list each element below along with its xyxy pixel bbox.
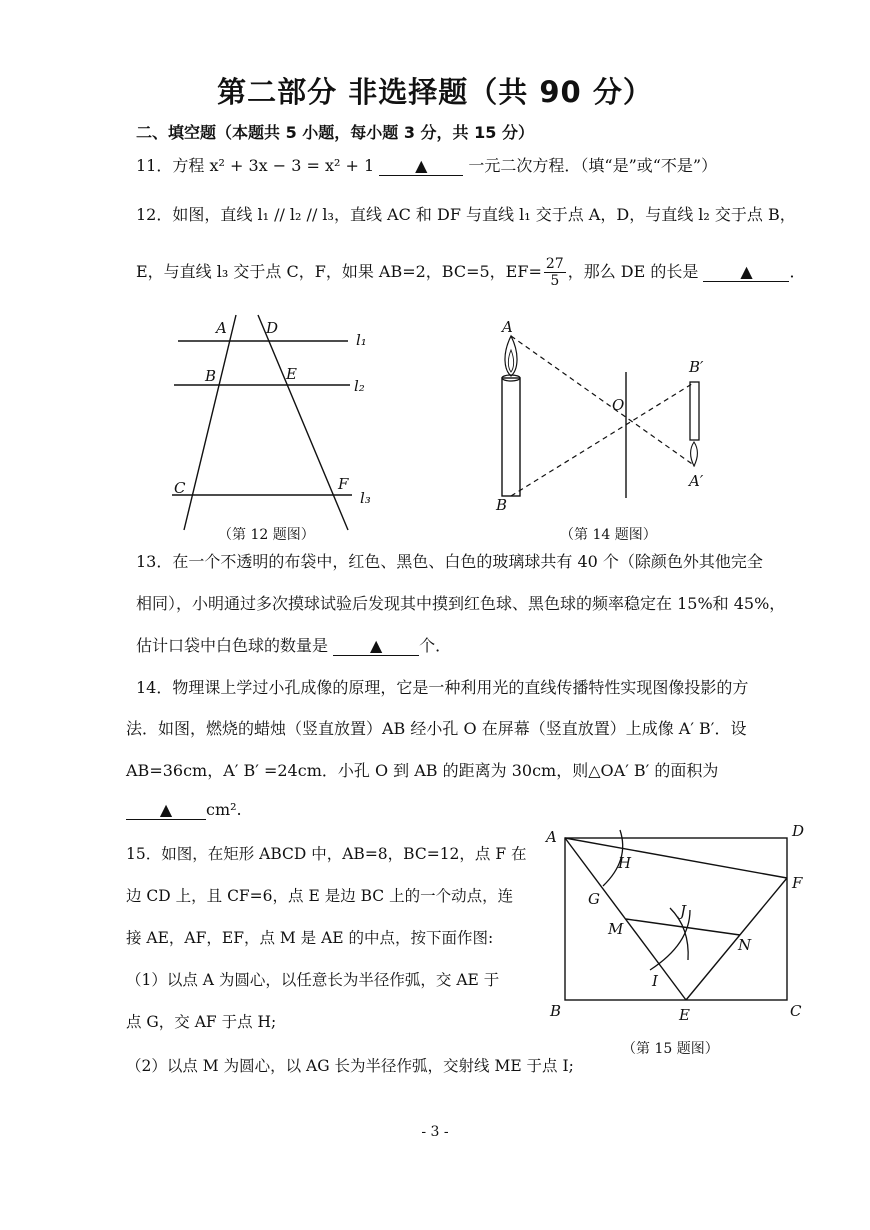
- q14-answer-blank[interactable]: ▲: [126, 801, 206, 820]
- q12-tail: ，那么 DE 的长是: [567, 262, 699, 282]
- q12-line1: 12．如图，直线 l₁ // l₂ // l₃，直线 AC 和 DF 与直线 l₁ 交于点 A，D，与直线 l₂ 交于点 B，: [136, 205, 796, 224]
- label-C: C: [174, 479, 186, 497]
- image-candle-body: [690, 382, 699, 440]
- question-11: [136, 153, 717, 176]
- label-l2: l₂: [354, 377, 365, 395]
- label-B: B: [205, 367, 217, 385]
- label-G: G: [588, 890, 600, 908]
- fraction-27-5: [544, 256, 566, 289]
- label-O: O: [612, 396, 625, 414]
- segment-af: [565, 838, 787, 878]
- label-l3: l₃: [360, 489, 371, 507]
- label-D: D: [266, 319, 279, 337]
- label-A: A: [216, 319, 227, 337]
- q12-answer-blank[interactable]: ▲: [703, 263, 789, 282]
- q13-line1: 13．在一个不透明的布袋中，红色、黑色、白色的玻璃球共有 40 个（除颜色外其他完全: [136, 552, 763, 571]
- label-J: J: [680, 902, 687, 920]
- q11-lead: 11．方程 x² + 3x − 3 = x² + 1: [136, 156, 375, 175]
- q12-lead: E，与直线 l₃ 交于点 C，F，如果 AB=2，BC=5，EF=: [136, 262, 542, 282]
- figure-14-caption: （第 14 题图）: [560, 527, 657, 543]
- figure-12: [150, 305, 410, 540]
- label-l1: l₁: [356, 331, 367, 349]
- label-B-prime: B′: [689, 358, 704, 376]
- q14-line1: 14．物理课上学过小孔成像的原理，它是一种利用光的直线传播特性实现图像投影的方: [136, 678, 749, 697]
- label-E: E: [286, 365, 297, 383]
- q14-line3: AB=36cm，A′ B′ =24cm．小孔 O 到 AB 的距离为 30cm，则△OA′ B′ 的面积为: [126, 761, 719, 780]
- q15-line6: （2）以点 M 为圆心，以 AG 长为半径作弧，交射线 ME 于点 I;: [126, 1057, 574, 1075]
- label-B: B: [496, 496, 508, 514]
- label-B: B: [550, 1002, 562, 1020]
- image-flame-icon: [691, 442, 698, 466]
- q15-line3: 接 AE，AF，EF，点 M 是 AE 的中点，按下面作图:: [126, 929, 494, 947]
- label-F: F: [792, 874, 803, 892]
- q12-line2: [136, 256, 806, 289]
- section-heading: 二、填空题（本题共 5 小题，每小题 3 分，共 15 分）: [136, 123, 534, 142]
- segment-ef: [686, 878, 787, 1000]
- inner-flame-icon: [508, 350, 513, 372]
- ray-a: [511, 336, 695, 466]
- label-M: M: [608, 920, 624, 938]
- q14-tail: cm².: [206, 800, 242, 819]
- label-A: A: [502, 318, 513, 336]
- q15-line5: 点 G，交 AF 于点 H;: [126, 1013, 277, 1031]
- flame-icon: [505, 336, 517, 376]
- part-title: 第二部分 非选择题（共 90 分）: [217, 75, 653, 109]
- label-D: D: [792, 822, 805, 840]
- label-C: C: [790, 1002, 802, 1020]
- q13-tail: 个．: [419, 636, 452, 655]
- line-df: [258, 315, 348, 530]
- label-F: F: [338, 475, 349, 493]
- figure-15: [540, 820, 810, 1030]
- label-N: N: [738, 936, 752, 954]
- label-A: A: [546, 828, 557, 846]
- figure-12-caption: （第 12 题图）: [218, 527, 315, 543]
- q13-answer-blank[interactable]: ▲: [333, 637, 419, 656]
- q15-line4: （1）以点 A 为圆心，以任意长为半径作弧，交 AE 于: [126, 971, 500, 989]
- q13-line2: 相同），小明通过多次摸球试验后发现其中摸到红色球、黑色球的频率稳定在 15%和 45%，: [136, 594, 786, 613]
- q14-line2: 法．如图，燃烧的蜡烛（竖直放置）AB 经小孔 O 在屏幕（竖直放置）上成像 A′ B′．设: [126, 719, 747, 738]
- page-number: - 3 -: [421, 1124, 449, 1140]
- figure-15-caption: （第 15 题图）: [622, 1041, 719, 1057]
- fraction-numerator: 27: [545, 256, 564, 272]
- q15-line1: 15．如图，在矩形 ABCD 中，AB=8，BC=12，点 F 在: [126, 845, 527, 863]
- q13-line3: [136, 633, 451, 656]
- label-H: H: [618, 854, 632, 872]
- label-I: I: [652, 972, 658, 990]
- fraction-denominator: 5: [550, 273, 560, 290]
- ray-b: [511, 382, 695, 496]
- figure-14: [490, 310, 740, 520]
- q15-line2: 边 CD 上，且 CF=6，点 E 是边 BC 上的一个动点，连: [126, 887, 514, 905]
- candle-body: [502, 378, 520, 496]
- label-E: E: [679, 1006, 690, 1024]
- q11-tail: 一元二次方程．（填“是”或“不是”）: [468, 156, 718, 175]
- label-A-prime: A′: [689, 472, 704, 490]
- q12-end: ．: [789, 262, 806, 282]
- q13-lead: 估计口袋中白色球的数量是: [136, 636, 329, 655]
- q11-answer-blank[interactable]: ▲: [379, 157, 463, 176]
- q14-line4: [126, 800, 242, 820]
- line-ac: [184, 315, 236, 530]
